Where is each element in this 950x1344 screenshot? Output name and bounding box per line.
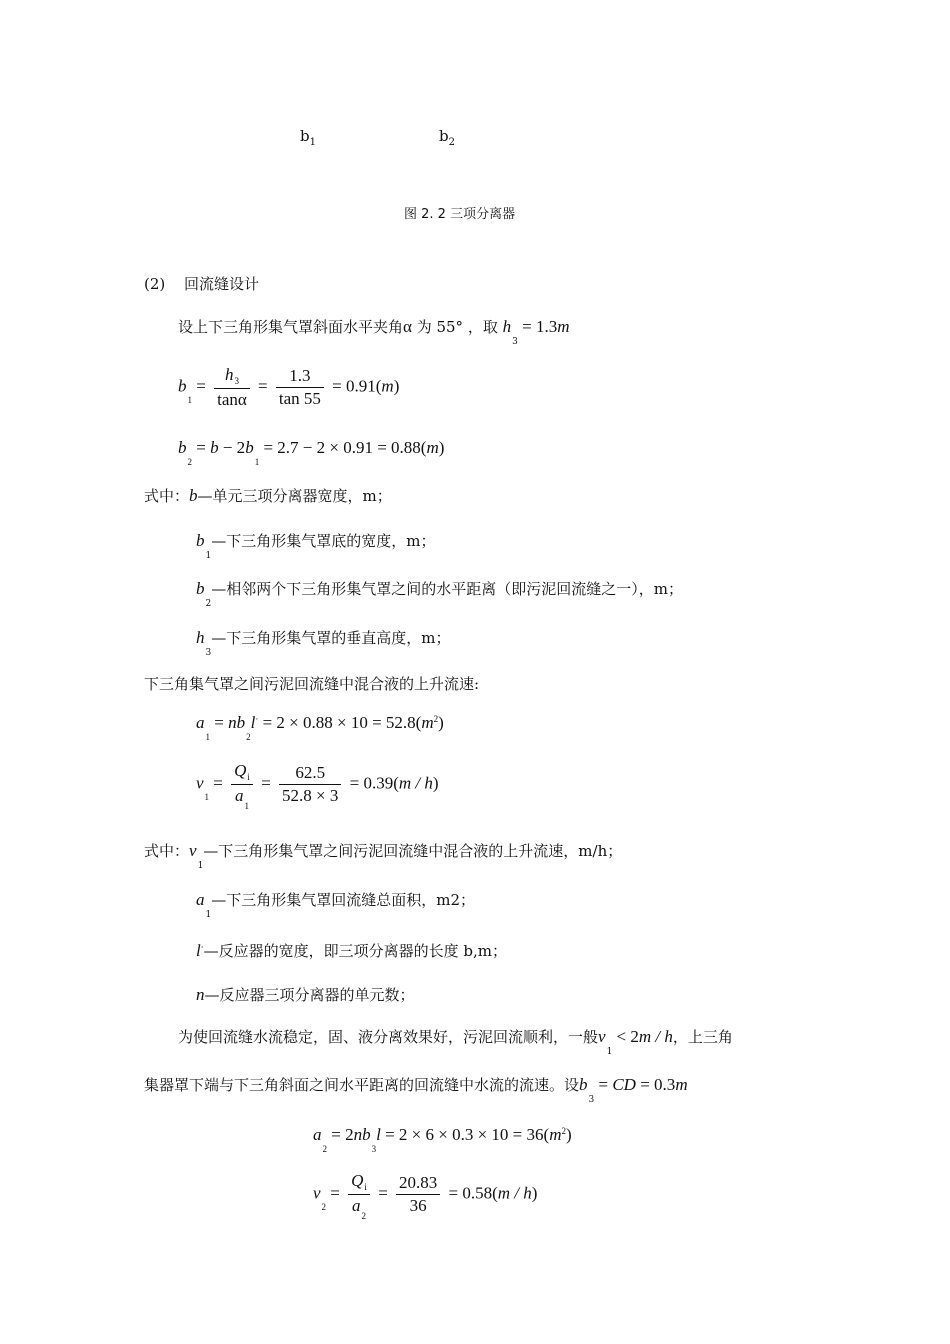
b1-label-text: b — [300, 127, 310, 145]
defs1-row-2: $b_2—$相邻两个下三角形集气罩之间的水平距离（即污泥回流缝之一），m； — [196, 579, 683, 609]
h3-symbol: h — [502, 317, 512, 336]
section-title: 回流缝设计 — [184, 275, 260, 293]
defs1-row-1: $b_1—$下三角形集气罩底的宽度，m； — [196, 531, 436, 561]
paragraph-b3: 集器罩下端与下三角斜面之间水平距离的回流缝中水流的流速。设$b_3$ = CD = 0.3m — [144, 1075, 688, 1105]
figure-caption: 图 2. 2 三项分离器 — [404, 207, 516, 222]
paragraph-upflow: 下三角集气罩之间污泥回流缝中混合液的上升流速: — [144, 675, 480, 693]
intro-line — [178, 316, 570, 347]
eq6-fraction-2: $\frac{20.83}{36}$ — [396, 1172, 440, 1217]
defs1-prefix: 式中： — [144, 487, 190, 505]
h3-sub: 3 — [512, 337, 518, 347]
eq1-fraction-1: $\frac{h_3}{\tan\alpha}$ — [214, 364, 250, 411]
alpha-symbol: α — [403, 317, 412, 336]
figure-label-b1 — [300, 126, 316, 149]
section-heading — [144, 274, 259, 294]
paragraph-condition: 为使回流缝水流稳定，固、液分离效果好，污泥回流顺利，一般$v_1 < 2m / h$，上三角 — [178, 1027, 733, 1057]
h3-value: = 1.3 — [517, 317, 558, 336]
defs2-row-2: l·—反应器的宽度，即三项分离器的长度 b,m； — [196, 941, 507, 960]
eq1-fraction-2: $\frac{1.3}{\tan 55}$ — [276, 365, 324, 410]
section-number: (2) — [144, 275, 166, 293]
intro-text-2: 为 55° ，取 — [411, 318, 498, 336]
equation-v1: $v_1$ = $\frac{Q_i}{a_1}$ = $\frac{62.5}{52.8 \times 3}$ = 0.39(m / h) — [196, 761, 439, 811]
h3-unit: m — [557, 317, 570, 336]
b1-label-sub: 1 — [309, 137, 316, 148]
eq4-fraction-1: $\frac{Q_i}{a_1}$ — [231, 760, 253, 809]
defs2-row-3: n—反应器三项分离器的单元数； — [196, 985, 415, 1004]
b2-label-text: b — [439, 127, 449, 145]
equation-v2: $v_2$ = $\frac{Q_i}{a_2}$ = $\frac{20.83}{36}$ = 0.58(m / h) — [313, 1171, 538, 1221]
defs1-row-0: 式中：b—单元三项分离器宽度，m； — [144, 486, 392, 505]
equation-a2: $a_2 = 2nb_3l = 2 \times 6 \times 0.3 \times 10 = 36(m^2)$ — [313, 1125, 572, 1154]
equation-b1: $b_1$ = $\frac{h_3}{\tan\alpha}$ = $\frac{1.3}{\tan 55}$ = 0.91(m) — [178, 365, 400, 409]
eq6-fraction-1: $\frac{Q_i}{a_2}$ — [348, 1170, 370, 1219]
defs1-row-3: $h_3—$下三角形集气罩的垂直高度，m； — [196, 628, 451, 658]
eq1-lhs-sub: 1 — [187, 395, 192, 406]
b2-label-sub: 2 — [448, 137, 455, 148]
defs2-row-0: 式中：$v_1—$下三角形集气罩之间污泥回流缝中混合液的上升流速，m/h； — [144, 841, 623, 871]
defs2-row-1: $a_1—$下三角形集气罩回流缝总面积，m2； — [196, 890, 476, 920]
intro-text: 设上下三角形集气罩斜面水平夹角 — [178, 318, 404, 336]
eq1-lhs: b — [178, 376, 187, 396]
figure-label-b2 — [439, 126, 455, 149]
equation-a1: $a_1 = nb_2l^\cdot = 2 \times 0.88 \times 10 = 52.8(m^2)$ — [196, 713, 444, 742]
equation-b2: $b_2 = b - 2b_1 = 2.7 - 2 \times 0.91 = 0.88(m)$ — [178, 438, 445, 467]
eq1-rhs: = 0.91( — [332, 376, 382, 396]
eq4-fraction-2: $\frac{62.5}{52.8 \times 3}$ — [279, 762, 341, 807]
